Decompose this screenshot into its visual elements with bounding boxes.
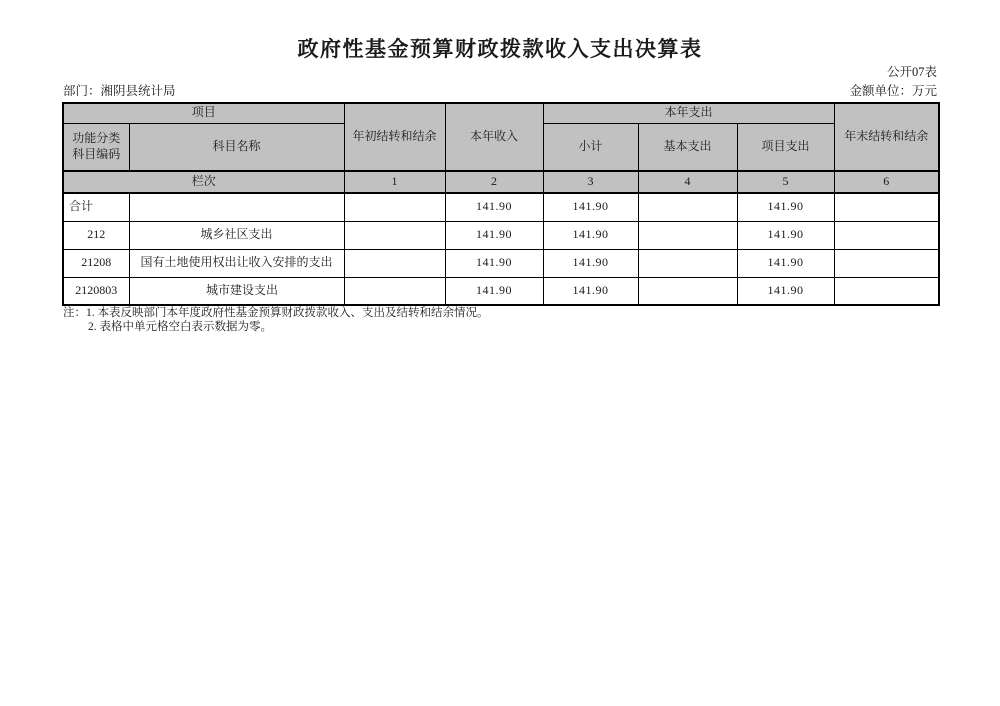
header-func-code-line1: 功能分类 (72, 131, 121, 146)
table-row (63, 221, 939, 249)
cell-basic-expense (638, 277, 737, 305)
cell-project-expense: 141.90 (737, 193, 834, 221)
cell-begin-balance (344, 277, 445, 305)
header-col-number-6: 6 (834, 171, 939, 193)
notes (63, 306, 489, 334)
department-label: 部门：湘阴县统计局 (63, 84, 176, 98)
header-subtotal: 小计 (543, 123, 638, 171)
cell-subtotal: 141.90 (543, 249, 638, 277)
row-subject-name: 城乡社区支出 (129, 221, 344, 249)
header-col-number-5: 5 (737, 171, 834, 193)
header-begin-balance: 年初结转和结余 (344, 103, 445, 171)
budget-table (62, 102, 940, 306)
note-line-1: 注：1. 本表反映部门本年度政府性基金预算财政拨款收入、支出及结转和结余情况。 (63, 307, 489, 319)
cell-current-income: 141.90 (445, 221, 543, 249)
header-project: 项目 (63, 103, 344, 123)
header-current-expense: 本年支出 (543, 103, 834, 123)
row-subject-name (129, 193, 344, 221)
cell-project-expense: 141.90 (737, 277, 834, 305)
header-project-expense: 项目支出 (737, 123, 834, 171)
cell-begin-balance (344, 193, 445, 221)
note-line-2: 2. 表格中单元格空白表示数据为零。 (88, 321, 272, 333)
row-subject-name: 国有土地使用权出让收入安排的支出 (129, 249, 344, 277)
page-title: 政府性基金预算财政拨款收入支出决算表 (297, 37, 703, 61)
cell-project-expense: 141.90 (737, 249, 834, 277)
header-func-code (63, 123, 129, 171)
header-current-income: 本年收入 (445, 103, 543, 171)
cell-end-balance (834, 221, 939, 249)
cell-begin-balance (344, 221, 445, 249)
cell-basic-expense (638, 221, 737, 249)
table-body (63, 193, 939, 305)
unit-label: 金额单位：万元 (849, 84, 937, 98)
cell-subtotal: 141.90 (543, 193, 638, 221)
header-col-number-2: 2 (445, 171, 543, 193)
row-code: 21208 (63, 249, 129, 277)
cell-project-expense: 141.90 (737, 221, 834, 249)
row-code: 212 (63, 221, 129, 249)
header-col-number-1: 1 (344, 171, 445, 193)
cell-end-balance (834, 193, 939, 221)
table-code-label: 公开07表 (886, 65, 937, 79)
table-row (63, 249, 939, 277)
row-subject-name: 城市建设支出 (129, 277, 344, 305)
header-col-number-4: 4 (638, 171, 737, 193)
cell-begin-balance (344, 249, 445, 277)
header-col-number-3: 3 (543, 171, 638, 193)
row-code: 合计 (63, 193, 129, 221)
cell-end-balance (834, 277, 939, 305)
header-subject-name: 科目名称 (129, 123, 344, 171)
cell-current-income: 141.90 (445, 277, 543, 305)
table-row (63, 193, 939, 221)
cell-basic-expense (638, 193, 737, 221)
cell-subtotal: 141.90 (543, 221, 638, 249)
header-func-code-line2: 科目编码 (72, 146, 121, 161)
cell-basic-expense (638, 249, 737, 277)
header-lanci: 栏次 (63, 171, 344, 193)
header-basic-expense: 基本支出 (638, 123, 737, 171)
header-end-balance: 年末结转和结余 (834, 103, 939, 171)
cell-current-income: 141.90 (445, 193, 543, 221)
cell-current-income: 141.90 (445, 249, 543, 277)
table-row (63, 277, 939, 305)
cell-end-balance (834, 249, 939, 277)
cell-subtotal: 141.90 (543, 277, 638, 305)
row-code: 2120803 (63, 277, 129, 305)
table-header (63, 103, 939, 193)
